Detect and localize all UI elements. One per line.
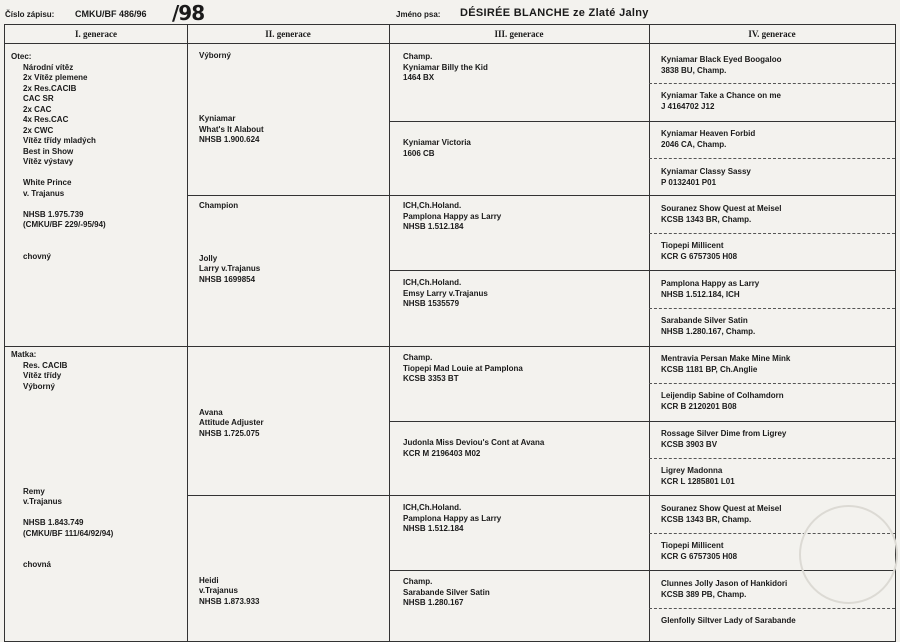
pedigree-line: NHSB 1699854 [199,274,256,284]
pedigree-line [199,93,264,104]
pedigree-line [11,434,113,445]
pedigree-line [199,366,264,377]
gen3-ancestor [403,138,471,159]
pedigree-line: chovný [23,251,52,261]
pedigree-line: chovná [23,560,52,569]
pedigree-line: Ligrey Madonna [661,466,723,475]
gen4-ancestor [661,429,786,450]
pedigree-line [199,83,264,94]
row-divider [649,608,895,609]
pedigree-line: Tiopepi Millicent [661,241,724,250]
gen3-ancestor [403,438,544,459]
pedigree-line: Champion [199,201,239,210]
pedigree-line: Kyniamar Black Eyed Boogaloo [661,55,782,64]
gen4-ancestor [661,167,751,188]
gen2-ancestor [199,502,259,607]
pedigree-line: Kyniamar Billy the Kid [403,62,488,72]
pedigree-line: 4x Res.CAC [23,115,69,124]
pedigree-line: KCR L 1285801 L01 [661,476,735,486]
gen4-ancestor [661,579,787,600]
gen2-ancestor [199,51,264,146]
pedigree-line [11,231,106,242]
gen4-ancestor [661,466,735,487]
pedigree-line: Kyniamar Victoria [403,138,471,147]
pedigree-line: Otec: [11,52,32,61]
pedigree-line: Champ. [403,353,433,362]
pedigree-line: CAC SR [23,94,54,103]
column-divider [389,25,390,641]
pedigree-line: 2x Vítěz plemene [23,73,88,82]
pedigree-line: 2x CAC [23,104,52,114]
gen4-ancestor [661,616,796,637]
pedigree-line: v.Trajanus [23,497,62,506]
pedigree-line: 2x CWC [23,125,54,135]
pedigree-line [199,222,260,233]
gen4-ancestor [661,129,755,150]
faded-stamp-seal [799,505,898,604]
row-divider [389,270,895,271]
pedigree-line [11,424,113,435]
column-header-gen2: II. generace [265,29,311,39]
row-divider [649,158,895,159]
pedigree-line: Heidi [199,575,219,585]
pedigree-line: Rossage Silver Dime from Ligrey [661,429,787,438]
pedigree-line [199,72,264,83]
pedigree-line: NHSB 1.725.075 [199,428,260,438]
pedigree-line: Emsy Larry v.Trajanus [403,288,488,298]
pedigree-line: KCSB 1343 BR, Champ. [661,514,752,524]
pedigree-line: White Prince [23,178,72,187]
gen4-ancestor [661,316,755,337]
pedigree-line: 2x Res.CACIB [23,83,77,93]
column-divider [649,25,650,641]
pedigree-line: Kyniamar [199,114,236,123]
pedigree-line: Remy [23,486,45,496]
pedigree-line [199,513,259,524]
pedigree-line: KCSB 389 PB, Champ. [661,589,747,599]
pedigree-line: Best in Show [23,146,74,156]
pedigree-line: Sarabande Silver Satin [661,316,748,325]
pedigree-line: NHSB 1.975.739 [23,209,84,219]
dog-name: DÉSIRÉE BLANCHE ze Zlaté Jalny [460,7,649,19]
pedigree-line: KCR G 6757305 H08 [661,551,738,561]
pedigree-line: 1606 CB [403,148,435,158]
pedigree-line [199,376,264,387]
pedigree-line: Judonla Miss Deviou's Cont at Avana [403,438,545,447]
gen4-ancestor [661,541,737,562]
pedigree-line [199,502,259,513]
pedigree-line: P 0132401 P01 [661,177,717,187]
pedigree-line: KCSB 1181 BP, Ch.Anglie [661,364,758,374]
pedigree-line [11,466,113,477]
pedigree-line: KCR M 2196403 M02 [403,448,481,458]
row-divider [389,121,895,122]
pedigree-line: Národní vítěz [23,62,74,72]
registration-label: Číslo zápisu: [5,10,55,19]
pedigree-line: Pamplona Happy as Larry [661,279,760,288]
pedigree-line: Mentravia Persan Make Mine Mink [661,354,791,363]
gen4-ancestor [661,391,784,412]
pedigree-line: Tiopepi Mad Louie at Pamplona [403,363,523,373]
pedigree-line [199,212,260,223]
dog-name-label: Jméno psa: [396,10,441,19]
dam-cell [11,350,113,571]
gen3-ancestor [403,52,488,84]
pedigree-line: NHSB 1535579 [403,299,460,308]
pedigree-line: Avana [199,407,223,417]
pedigree-line: J 4164702 J12 [661,101,715,111]
registration-year: /98 [172,1,205,25]
pedigree-line: Souranez Show Quest at Meisel [661,204,782,213]
pedigree-line: ICH,Ch.Holand. [403,278,462,287]
pedigree-line: Sarabande Silver Satin [403,587,490,597]
pedigree-line: v.Trajanus [199,586,238,595]
pedigree-line: NHSB 1.280.167 [403,598,464,607]
column-divider [187,25,188,641]
pedigree-header [0,0,900,26]
sire-cell [11,52,106,262]
row-divider [389,421,895,422]
pedigree-line [661,627,796,638]
column-header-gen1: I. generace [75,29,117,39]
gen4-ancestor [661,91,781,112]
pedigree-line [11,392,113,403]
pedigree-line: Výborný [23,381,56,391]
gen3-ancestor [403,577,490,609]
pedigree-line [11,199,106,210]
pedigree-line [11,455,113,466]
pedigree-line [199,555,259,566]
pedigree-line: Vítěz třídy mladých [23,136,96,145]
pedigree-line: NHSB 1.512.184 [403,222,464,231]
pedigree-line: Champ. [403,52,433,61]
pedigree-line: Tiopepi Millicent [661,541,724,550]
gen4-ancestor [661,504,781,525]
column-header-gen3: III. generace [494,29,544,39]
pedigree-table [4,24,896,642]
row-divider [649,458,895,459]
gen4-ancestor [661,241,737,262]
pedigree-line: What's It Alabout [199,124,264,134]
pedigree-line: v. Trajanus [23,188,65,198]
column-header-gen4: IV. generace [748,29,796,39]
pedigree-line [11,445,113,456]
pedigree-line [11,550,113,561]
gen4-ancestor [661,204,781,225]
pedigree-line: Souranez Show Quest at Meisel [661,504,782,513]
pedigree-line: Kyniamar Classy Sassy [661,167,751,176]
pedigree-line [199,534,259,545]
pedigree-line: Res. CACIB [23,360,68,370]
pedigree-line: NHSB 1.512.184, ICH [661,289,740,299]
pedigree-line: NHSB 1.873.933 [199,596,260,606]
pedigree-line: Kyniamar Take a Chance on me [661,91,781,100]
gen3-ancestor [403,278,488,310]
pedigree-line [11,403,113,414]
pedigree-line [199,104,264,115]
pedigree-line: Kyniamar Heaven Forbid [661,129,756,138]
pedigree-line [11,168,106,179]
header-divider [5,43,895,44]
pedigree-line [199,355,264,366]
pedigree-line [11,241,106,252]
pedigree-line: NHSB 1.280.167, Champ. [661,326,756,336]
gen4-ancestor [661,354,790,375]
pedigree-line [11,476,113,487]
pedigree-line [11,539,113,550]
pedigree-line: Vítěz výstavy [23,157,74,166]
pedigree-line: Pamplona Happy as Larry [403,513,502,523]
pedigree-line: NHSB 1.900.624 [199,135,260,144]
pedigree-line: NHSB 1.512.184 [403,524,464,533]
gen2-ancestor [199,201,260,285]
pedigree-line: Champ. [403,577,433,586]
pedigree-line: 3838 BU, Champ. [661,65,727,75]
pedigree-line [199,523,259,534]
gen3-ancestor [403,503,501,535]
row-divider [187,195,895,196]
pedigree-line: Glenfolly Siltver Lady of Sarabande [661,616,796,625]
row-divider [649,308,895,309]
pedigree-line: Jolly [199,253,218,263]
pedigree-line [199,565,259,576]
pedigree-line: KCR G 6757305 H08 [661,251,738,261]
row-divider [649,83,895,84]
row-divider [187,495,895,496]
pedigree-line: KCR B 2120201 B08 [661,401,737,411]
pedigree-line [199,62,264,73]
row-divider [649,383,895,384]
pedigree-line [199,544,259,555]
pedigree-line: 2046 CA, Champ. [661,139,727,149]
gen2-ancestor [199,355,264,439]
pedigree-line: (CMKU/BF 229/-95/94) [23,220,106,229]
pedigree-line: Leijendip Sabine of Colhamdorn [661,391,784,400]
pedigree-line: KCSB 3903 BV [661,439,718,449]
pedigree-line: (CMKU/BF 111/64/92/94) [23,528,114,538]
gen3-ancestor [403,201,501,233]
pedigree-line: KCSB 1343 BR, Champ. [661,214,752,224]
row-divider [649,233,895,234]
pedigree-line: Vítěz třídy [23,371,62,380]
sire-dam-divider [5,346,895,347]
pedigree-line [11,508,113,519]
pedigree-line: Clunnes Jolly Jason of Hankidori [661,579,788,588]
gen4-ancestor [661,279,759,300]
pedigree-line: ICH,Ch.Holand. [403,503,462,512]
pedigree-line: Matka: [11,350,37,359]
pedigree-line: NHSB 1.843.749 [23,518,84,527]
pedigree-line [11,413,113,424]
pedigree-line [199,233,260,244]
pedigree-line: KCSB 3353 BT [403,374,459,383]
registration-number: CMKU/BF 486/96 [75,9,147,19]
gen3-ancestor [403,353,523,385]
pedigree-line [199,243,260,254]
pedigree-line: Attitude Adjuster [199,418,264,427]
pedigree-line: 1464 BX [403,73,435,82]
pedigree-line: Výborný [199,51,232,60]
pedigree-line: ICH,Ch.Holand. [403,201,462,210]
pedigree-line: Larry v.Trajanus [199,264,261,273]
pedigree-line [199,397,264,408]
pedigree-line [199,387,264,398]
gen4-ancestor [661,55,781,76]
pedigree-line: Pamplona Happy as Larry [403,211,502,221]
